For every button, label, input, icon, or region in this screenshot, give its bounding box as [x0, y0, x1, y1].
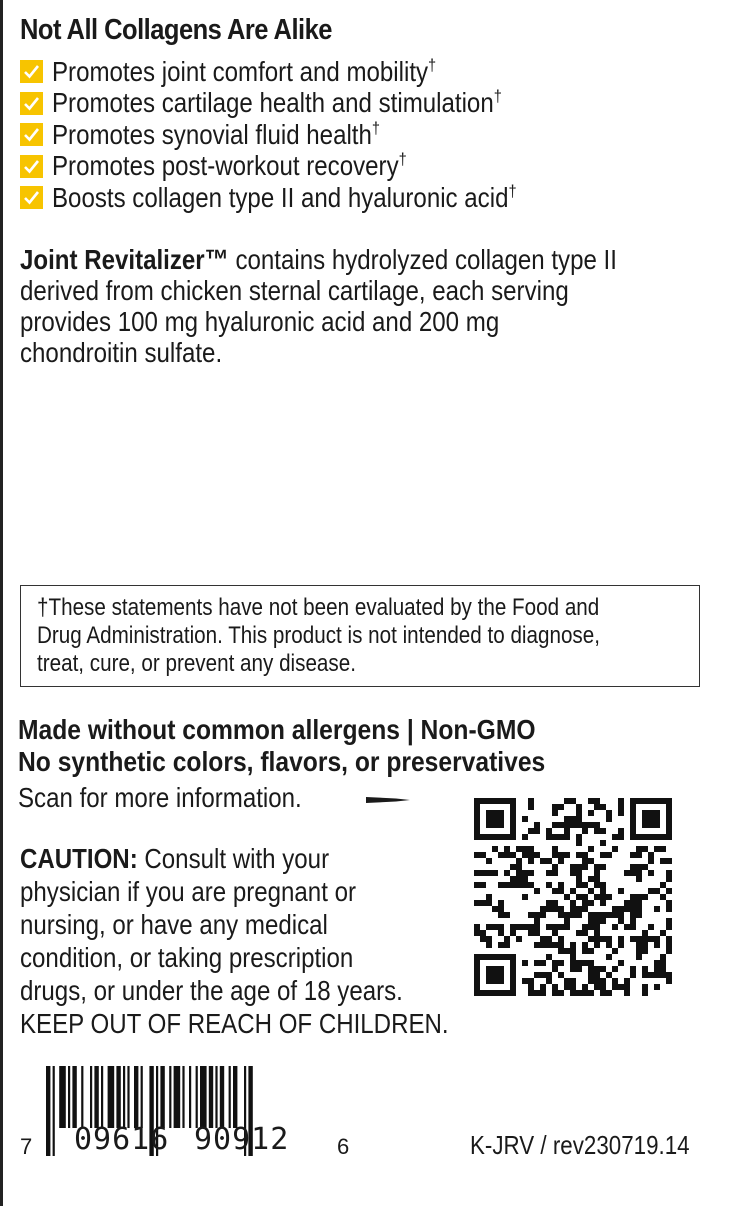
- caution-statement: [20, 842, 467, 1040]
- disclaimer-line: †These statements have not been evaluated by the Food and: [37, 594, 600, 621]
- description-line: chondroitin sulfate.: [20, 337, 223, 368]
- barcode-right-digits: 90912: [194, 1122, 290, 1157]
- check-icon: [20, 123, 43, 146]
- benefit-item: [20, 88, 592, 120]
- description-line: contains hydrolyzed collagen type II: [228, 244, 617, 275]
- dagger-mark: †: [493, 86, 502, 106]
- caution-line: condition, or taking prescription: [20, 942, 354, 973]
- brand-name: Joint Revitalizer™: [20, 244, 229, 275]
- benefits-list: [20, 56, 592, 214]
- dagger-mark: †: [398, 149, 407, 169]
- allergen-statement: [18, 714, 545, 778]
- benefit-item: [20, 151, 592, 183]
- benefit-item: [20, 182, 592, 214]
- benefit-text: Boosts collagen type II and hyaluronic acid: [52, 181, 509, 213]
- allergen-line: Made without common allergens | Non-GMO: [18, 714, 536, 745]
- disclaimer-line: treat, cure, or prevent any disease.: [37, 650, 356, 677]
- dagger-mark: †: [508, 181, 517, 201]
- barcode-left-digits: 09616: [74, 1122, 170, 1157]
- qr-code-icon[interactable]: [474, 798, 672, 996]
- arrow-right-icon: [366, 792, 410, 808]
- dagger-mark: †: [428, 55, 437, 75]
- product-code: K-JRV / rev230719.14: [470, 1130, 690, 1160]
- benefit-text: Promotes synovial fluid health: [52, 118, 372, 150]
- check-icon: [20, 60, 43, 83]
- barcode-check-digit: 6: [337, 1134, 350, 1159]
- benefit-item: [20, 56, 592, 88]
- check-icon: [20, 186, 43, 209]
- caution-line: drugs, or under the age of 18 years.: [20, 975, 403, 1006]
- benefit-text: Promotes cartilage health and stimulation: [52, 87, 494, 119]
- dagger-mark: †: [371, 118, 381, 138]
- product-description: [20, 244, 708, 368]
- scan-prompt: Scan for more information.: [18, 782, 302, 813]
- check-icon: [20, 92, 43, 115]
- caution-line: nursing, or have any medical: [20, 909, 328, 940]
- fda-disclaimer-box: [20, 585, 700, 687]
- barcode-lead-digit: 7: [20, 1134, 33, 1159]
- allergen-line: No synthetic colors, flavors, or preservatives: [18, 746, 546, 777]
- benefit-item: [20, 119, 592, 151]
- left-border: [0, 0, 3, 1206]
- benefit-text: Promotes joint comfort and mobility: [52, 55, 429, 87]
- check-icon: [20, 155, 43, 178]
- page-heading: Not All Collagens Are Alike: [20, 14, 332, 46]
- caution-label: CAUTION:: [20, 843, 138, 874]
- disclaimer-line: Drug Administration. This product is not intended to diagnose,: [37, 622, 600, 649]
- caution-line: KEEP OUT OF REACH OF CHILDREN.: [20, 1008, 449, 1039]
- description-line: derived from chicken sternal cartilage, each serving: [20, 275, 569, 306]
- description-line: provides 100 mg hyaluronic acid and 200 mg: [20, 306, 500, 337]
- caution-line: Consult with your: [137, 843, 330, 874]
- caution-line: physician if you are pregnant or: [20, 876, 356, 907]
- benefit-text: Promotes post-workout recovery: [52, 150, 399, 182]
